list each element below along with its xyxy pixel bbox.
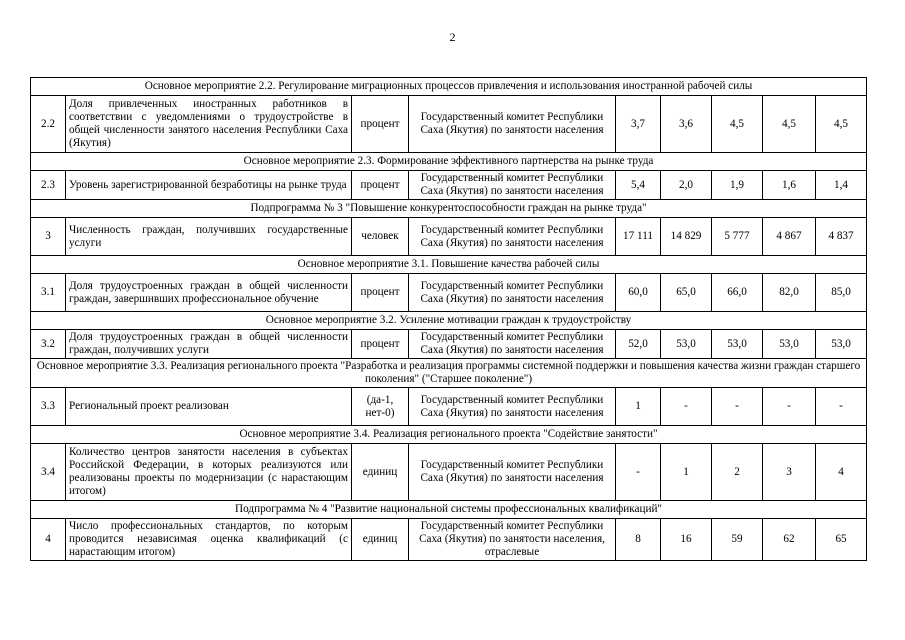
- indicator-unit: единиц: [352, 444, 409, 501]
- indicator-value: 3: [763, 444, 816, 501]
- indicator-row: [31, 388, 867, 426]
- indicator-value: 4,5: [816, 96, 867, 153]
- section-row: [31, 501, 867, 519]
- indicator-number: 3: [31, 218, 66, 256]
- indicator-unit: человек: [352, 218, 409, 256]
- indicator-unit: процент: [352, 330, 409, 359]
- section-heading: Основное мероприятие 3.1. Повышение качества рабочей силы: [31, 256, 867, 274]
- indicator-value: 4 867: [763, 218, 816, 256]
- indicator-value: 8: [616, 519, 661, 561]
- section-row: [31, 312, 867, 330]
- indicator-name: Количество центров занятости населения в субъектах Российской Федерации, в которых реализуются или реализованы проекты по модернизации (с нарастающим итогом): [66, 444, 352, 501]
- indicator-row: [31, 519, 867, 561]
- indicator-unit: (да-1, нет-0): [352, 388, 409, 426]
- indicator-value: 59: [712, 519, 763, 561]
- indicator-number: 3.2: [31, 330, 66, 359]
- indicator-value: 62: [763, 519, 816, 561]
- indicator-number: 3.4: [31, 444, 66, 501]
- indicator-value: 53,0: [763, 330, 816, 359]
- indicator-unit: процент: [352, 171, 409, 200]
- section-heading: Основное мероприятие 3.2. Усиление мотивации граждан к трудоустройству: [31, 312, 867, 330]
- indicator-value: 66,0: [712, 274, 763, 312]
- section-row: [31, 359, 867, 388]
- section-heading: Подпрограмма № 4 "Развитие национальной системы профессиональных квалификаций": [31, 501, 867, 519]
- indicator-name: Доля привлеченных иностранных работников в соответствии с уведомлениями о трудоустройстве в общей численности занятого населения Республики Саха (Якутия): [66, 96, 352, 153]
- indicator-value: 1,6: [763, 171, 816, 200]
- indicator-value: 1: [661, 444, 712, 501]
- section-heading: Основное мероприятие 3.4. Реализация регионального проекта "Содействие занятости": [31, 426, 867, 444]
- indicator-number: 3.3: [31, 388, 66, 426]
- indicator-value: -: [712, 388, 763, 426]
- responsible-executor: Государственный комитет Республики Саха (Якутия) по занятости населения: [409, 388, 616, 426]
- indicator-unit: процент: [352, 96, 409, 153]
- responsible-executor: Государственный комитет Республики Саха (Якутия) по занятости населения: [409, 171, 616, 200]
- indicator-name: Доля трудоустроенных граждан в общей численности граждан, завершивших профессиональное обучение: [66, 274, 352, 312]
- indicator-number: 4: [31, 519, 66, 561]
- indicator-value: 3,7: [616, 96, 661, 153]
- indicator-value: 3,6: [661, 96, 712, 153]
- indicator-value: 4,5: [763, 96, 816, 153]
- section-heading: Основное мероприятие 2.3. Формирование эффективного партнерства на рынке труда: [31, 153, 867, 171]
- indicator-value: 53,0: [816, 330, 867, 359]
- indicator-value: 85,0: [816, 274, 867, 312]
- indicator-value: 1: [616, 388, 661, 426]
- indicator-value: 65: [816, 519, 867, 561]
- indicator-name: Число профессиональных стандартов, по которым проводится независимая оценка квалификаций (с нарастающим итогом): [66, 519, 352, 561]
- indicator-value: 1,9: [712, 171, 763, 200]
- indicator-value: 53,0: [661, 330, 712, 359]
- indicator-value: -: [616, 444, 661, 501]
- responsible-executor: Государственный комитет Республики Саха (Якутия) по занятости населения: [409, 96, 616, 153]
- section-row: [31, 200, 867, 218]
- indicator-row: [31, 171, 867, 200]
- section-heading: Основное мероприятие 3.3. Реализация регионального проекта "Разработка и реализация программы системной поддержки и повышения качества жизни граждан старшего поколения" ("Старшее поколение"): [31, 359, 867, 388]
- indicator-value: 52,0: [616, 330, 661, 359]
- indicator-value: 82,0: [763, 274, 816, 312]
- indicator-unit: единиц: [352, 519, 409, 561]
- section-heading: Подпрограмма № 3 "Повышение конкурентоспособности граждан на рынке труда": [31, 200, 867, 218]
- indicator-value: 4 837: [816, 218, 867, 256]
- indicator-value: -: [661, 388, 712, 426]
- indicator-name: Доля трудоустроенных граждан в общей численности граждан, получивших услуги: [66, 330, 352, 359]
- indicator-value: 5 777: [712, 218, 763, 256]
- indicator-number: 2.3: [31, 171, 66, 200]
- indicator-number: 3.1: [31, 274, 66, 312]
- indicator-value: 60,0: [616, 274, 661, 312]
- indicator-value: 17 111: [616, 218, 661, 256]
- indicators-table: [30, 77, 867, 561]
- responsible-executor: Государственный комитет Республики Саха (Якутия) по занятости населения: [409, 444, 616, 501]
- indicator-row: [31, 218, 867, 256]
- indicator-row: [31, 96, 867, 153]
- indicator-row: [31, 274, 867, 312]
- indicator-name: Численность граждан, получивших государственные услуги: [66, 218, 352, 256]
- indicator-value: 5,4: [616, 171, 661, 200]
- indicator-value: -: [763, 388, 816, 426]
- indicator-row: [31, 444, 867, 501]
- indicator-value: -: [816, 388, 867, 426]
- indicator-value: 2: [712, 444, 763, 501]
- indicator-name: Региональный проект реализован: [66, 388, 352, 426]
- indicator-name: Уровень зарегистрированной безработицы на рынке труда: [66, 171, 352, 200]
- indicator-value: 16: [661, 519, 712, 561]
- responsible-executor: Государственный комитет Республики Саха (Якутия) по занятости населения: [409, 330, 616, 359]
- section-row: [31, 256, 867, 274]
- page-number: 2: [449, 30, 456, 44]
- indicator-value: 1,4: [816, 171, 867, 200]
- responsible-executor: Государственный комитет Республики Саха (Якутия) по занятости населения, отраслевые: [409, 519, 616, 561]
- responsible-executor: Государственный комитет Республики Саха (Якутия) по занятости населения: [409, 218, 616, 256]
- indicator-value: 4: [816, 444, 867, 501]
- section-row: [31, 153, 867, 171]
- indicator-value: 2,0: [661, 171, 712, 200]
- indicator-row: [31, 330, 867, 359]
- indicator-value: 53,0: [712, 330, 763, 359]
- section-row: [31, 78, 867, 96]
- indicator-value: 4,5: [712, 96, 763, 153]
- indicator-number: 2.2: [31, 96, 66, 153]
- responsible-executor: Государственный комитет Республики Саха (Якутия) по занятости населения: [409, 274, 616, 312]
- section-row: [31, 426, 867, 444]
- indicator-value: 65,0: [661, 274, 712, 312]
- indicator-value: 14 829: [661, 218, 712, 256]
- indicator-unit: процент: [352, 274, 409, 312]
- section-heading: Основное мероприятие 2.2. Регулирование миграционных процессов привлечения и использования иностранной рабочей силы: [31, 78, 867, 96]
